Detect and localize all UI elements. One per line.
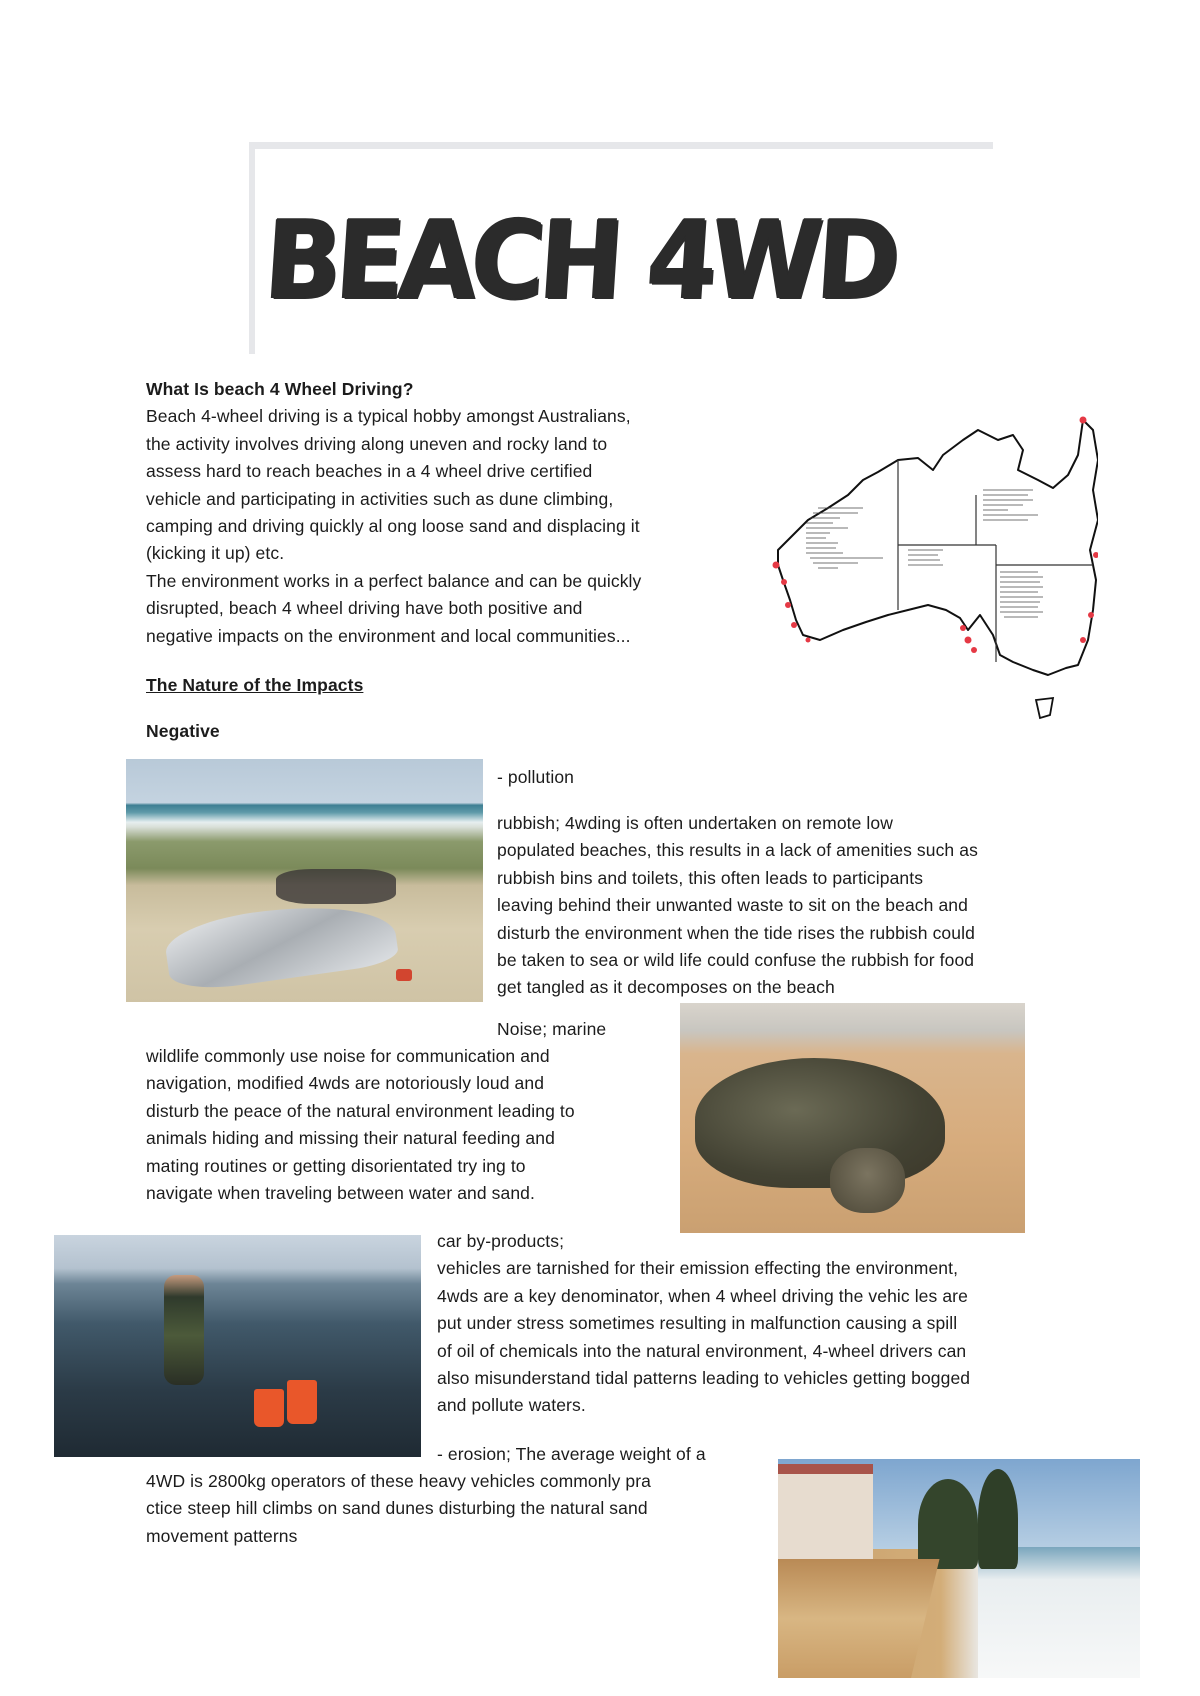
car-byproducts-line: of oil of chemicals into the natural environment, 4-wheel drivers can bbox=[437, 1340, 967, 1361]
car-byproducts-line: 4wds are a key denominator, when 4 wheel driving the vehic les are bbox=[437, 1285, 968, 1306]
pollution-line: leaving behind their unwanted waste to sit on the beach and bbox=[497, 895, 968, 916]
pollution-line: disturb the environment when the tide rises the rubbish could bbox=[497, 922, 975, 943]
pollution-line: populated beaches, this results in a lack of amenities such as bbox=[497, 840, 978, 861]
pollution-line: rubbish; 4wding is often undertaken on remote low bbox=[497, 813, 893, 833]
pollution-line: rubbish bins and toilets, this often leads to participants bbox=[497, 867, 924, 888]
intro-line: The environment works in a perfect balance and can be quickly bbox=[146, 570, 642, 591]
pollution-section bbox=[497, 810, 978, 1002]
erosion-line: 4WD is 2800kg operators of these heavy vehicles commonly pra bbox=[146, 1471, 651, 1491]
intro-line: Beach 4-wheel driving is a typical hobby amongst Australians, bbox=[146, 406, 631, 427]
intro-heading: What Is beach 4 Wheel Driving? bbox=[146, 379, 414, 399]
intro-line: negative impacts on the environment and local communities... bbox=[146, 625, 631, 646]
pollution-label: - pollution bbox=[497, 767, 574, 787]
australia-map-icon bbox=[748, 400, 1098, 725]
intro-line: disrupted, beach 4 wheel driving have both positive and bbox=[146, 598, 583, 619]
australia-map bbox=[748, 400, 1098, 725]
beach-rubbish-photo bbox=[126, 759, 483, 1002]
banner-title: BEACH 4WD bbox=[260, 198, 899, 323]
intro-line: assess hard to reach beaches in a 4 wheel drive certified bbox=[146, 461, 593, 482]
intro-line: camping and driving quickly al ong loose sand and displacing it bbox=[146, 516, 640, 537]
erosion-section bbox=[146, 1468, 651, 1550]
turtle-photo bbox=[680, 1003, 1025, 1233]
title-banner bbox=[249, 142, 993, 354]
noise-line: disturb the peace of the natural environment leading to bbox=[146, 1100, 575, 1121]
erosion-line: movement patterns bbox=[146, 1525, 298, 1546]
intro-line: (kicking it up) etc. bbox=[146, 543, 285, 564]
noise-line: animals hiding and missing their natural feeding and bbox=[146, 1128, 555, 1149]
pollution-line: get tangled as it decomposes on the beach bbox=[497, 977, 835, 998]
car-byproducts-line: car by-products; bbox=[437, 1231, 565, 1251]
intro-section bbox=[146, 376, 641, 650]
noise-line: navigate when traveling between water and sand. bbox=[146, 1183, 535, 1204]
car-byproducts-line: and pollute waters. bbox=[437, 1395, 586, 1416]
noise-line: navigation, modified 4wds are notoriously loud and bbox=[146, 1073, 545, 1094]
noise-line: wildlife commonly use noise for communication and bbox=[146, 1046, 550, 1066]
noise-line: mating routines or getting disorientated try ing to bbox=[146, 1155, 526, 1176]
car-byproducts-section bbox=[437, 1228, 970, 1420]
erosion-photo bbox=[778, 1459, 1140, 1678]
pollution-line: be taken to sea or wild life could confuse the rubbish for food bbox=[497, 950, 975, 971]
intro-line: vehicle and participating in activities such as dune climbing, bbox=[146, 488, 614, 509]
car-byproducts-line: also misunderstand tidal patterns leading to vehicles getting bogged bbox=[437, 1368, 971, 1389]
oil-spill-photo bbox=[54, 1235, 421, 1457]
negative-subheading: Negative bbox=[146, 721, 220, 741]
impacts-heading: The Nature of the Impacts bbox=[146, 675, 364, 695]
erosion-first-line: - erosion; The average weight of a bbox=[437, 1444, 706, 1464]
location-markers bbox=[773, 417, 1099, 654]
erosion-line: ctice steep hill climbs on sand dunes disturbing the natural sand bbox=[146, 1498, 648, 1519]
noise-first-line: Noise; marine bbox=[497, 1019, 607, 1039]
intro-line: the activity involves driving along uneven and rocky land to bbox=[146, 433, 608, 454]
car-byproducts-line: vehicles are tarnished for their emission effecting the environment, bbox=[437, 1258, 959, 1279]
noise-section bbox=[146, 1043, 575, 1207]
car-byproducts-line: put under stress sometimes resulting in malfunction causing a spill bbox=[437, 1313, 958, 1334]
